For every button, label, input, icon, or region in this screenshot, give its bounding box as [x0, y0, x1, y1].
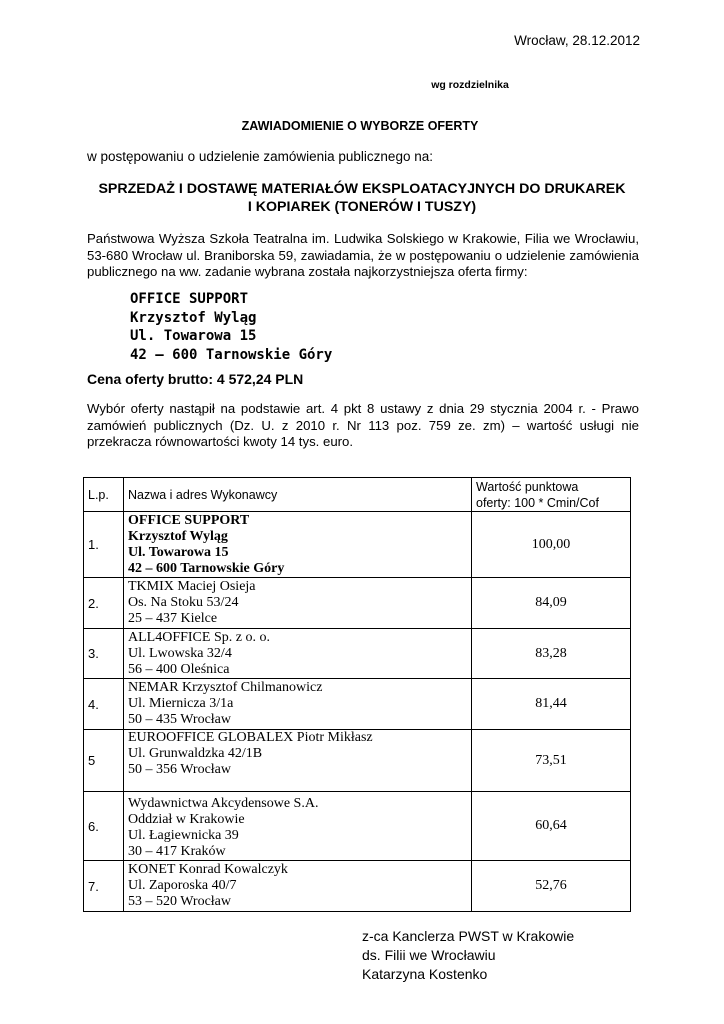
winner-line: 42 – 600 Tarnowskie Góry	[130, 346, 333, 363]
row-lp: 3.	[84, 629, 124, 679]
table-row	[84, 679, 631, 730]
table-row	[84, 861, 631, 912]
contractor-line: Oddział w Krakowie	[128, 812, 245, 827]
place-date: Wrocław, 28.12.2012	[514, 33, 640, 48]
row-contractor	[124, 679, 472, 730]
notice-intro: w postępowaniu o udzielenie zamówienia publicznego na:	[87, 149, 433, 164]
notice-title: ZAWIADOMIENIE O WYBORZE OFERTY	[241, 119, 479, 133]
table-row	[84, 792, 631, 861]
contractor-line: KONET Konrad Kowalczyk	[128, 862, 288, 877]
winner-line: Ul. Towarowa 15	[130, 328, 257, 344]
table-header-row	[84, 478, 631, 512]
contractor-line: 50 – 356 Wrocław	[128, 762, 231, 777]
winning-offer-address	[130, 290, 332, 364]
signature-line: z-ca Kanclerza PWST w Krakowie	[362, 928, 575, 944]
offers-table	[83, 477, 631, 912]
contractor-line: Ul. Łagiewnicka 39	[128, 828, 239, 843]
contractor-line: TKMIX Maciej Osieja	[128, 579, 256, 594]
header-score	[472, 478, 631, 512]
row-score: 83,28	[472, 629, 631, 679]
contractor-line: 53 – 520 Wrocław	[128, 894, 231, 909]
contractor-line: EUROOFFICE GLOBALEX Piotr Mikłasz	[128, 730, 373, 745]
contractor-line: 30 – 417 Kraków	[128, 844, 226, 859]
contractor-line: Krzysztof Wyląg	[128, 528, 228, 544]
row-lp: 5	[84, 730, 124, 792]
row-score: 81,44	[472, 679, 631, 730]
subject-line-2: I KOPIAREK (TONERÓW I TUSZY)	[247, 199, 477, 215]
row-lp: 1.	[84, 512, 124, 578]
row-lp: 6.	[84, 792, 124, 861]
row-contractor	[124, 730, 472, 792]
signature-line: ds. Filii we Wrocławiu	[362, 947, 496, 963]
procurement-subject	[88, 180, 636, 216]
contractor-line: 42 – 600 Tarnowskie Góry	[128, 560, 285, 576]
header-contractor: Nazwa i adres Wykonawcy	[124, 478, 472, 512]
header-lp: L.p.	[84, 478, 124, 512]
contractor-line: Ul. Towarowa 15	[128, 544, 229, 560]
table-row	[84, 730, 631, 792]
legal-basis-paragraph: Wybór oferty nastąpił na podstawie art. 4 pkt 8 ustawy z dnia 29 stycznia 2004 r. - Prawo zamówień publicznych (Dz. U. z 2010 r. Nr 113 poz. 759 ze. zm) – wartość usługi nie przekracza równowartości kwoty 14 tys. euro.	[87, 401, 639, 450]
contractor-line: OFFICE SUPPORT	[128, 512, 250, 528]
contractor-line: ALL4OFFICE Sp. z o. o.	[128, 629, 270, 645]
announcement-paragraph: Państwowa Wyższa Szkoła Teatralna im. Ludwika Solskiego w Krakowie, Filia we Wrocławiu, 53-680 Wrocław ul. Braniborska 59, zawiadamia, że w postępowaniu o udzielenie zamówienia publicznego na ww. zadanie wybrana została najkorzystniejsza oferta firmy:	[87, 231, 639, 280]
row-contractor	[124, 578, 472, 629]
winner-line: Krzysztof Wyląg	[130, 309, 257, 326]
contractor-line: Wydawnictwa Akcydensowe S.A.	[128, 796, 319, 811]
row-score: 100,00	[472, 512, 631, 578]
contractor-line: Ul. Lwowska 32/4	[128, 645, 232, 661]
contractor-line: 25 – 437 Kielce	[128, 611, 218, 626]
contractor-line: Os. Na Stoku 53/24	[128, 595, 239, 610]
row-lp: 7.	[84, 861, 124, 912]
row-score: 73,51	[472, 730, 631, 792]
row-contractor	[124, 629, 472, 679]
row-score: 84,09	[472, 578, 631, 629]
contractor-line: Ul. Miernicza 3/1a	[128, 696, 234, 711]
row-lp: 4.	[84, 679, 124, 730]
signature-block	[362, 927, 574, 984]
header-score-line: oferty: 100 * Cmin/Cof	[476, 495, 599, 510]
contractor-line: NEMAR Krzysztof Chilmanowicz	[128, 680, 323, 695]
row-contractor	[124, 792, 472, 861]
row-score: 60,64	[472, 792, 631, 861]
row-lp: 2.	[84, 578, 124, 629]
contractor-line: Ul. Grunwaldzka 42/1B	[128, 746, 263, 761]
winner-line: OFFICE SUPPORT	[130, 291, 249, 307]
subject-line-1: SPRZEDAŻ I DOSTAWĘ MATERIAŁÓW EKSPLOATACYJNYCH DO DRUKAREK	[98, 181, 626, 197]
row-score: 52,76	[472, 861, 631, 912]
contractor-line: 56 – 400 Oleśnica	[128, 661, 230, 677]
contractor-line: Ul. Zaporoska 40/7	[128, 878, 237, 893]
signature-line: Katarzyna Kostenko	[362, 966, 488, 982]
offer-price: Cena oferty brutto: 4 572,24 PLN	[87, 371, 304, 387]
table-row	[84, 629, 631, 679]
contractor-line: 50 – 435 Wrocław	[128, 712, 231, 727]
distribution-note: wg rozdzielnika	[431, 79, 509, 91]
row-contractor	[124, 512, 472, 578]
row-contractor	[124, 861, 472, 912]
header-score-line: Wartość punktowa	[476, 479, 579, 494]
table-row	[84, 578, 631, 629]
table-row	[84, 512, 631, 578]
